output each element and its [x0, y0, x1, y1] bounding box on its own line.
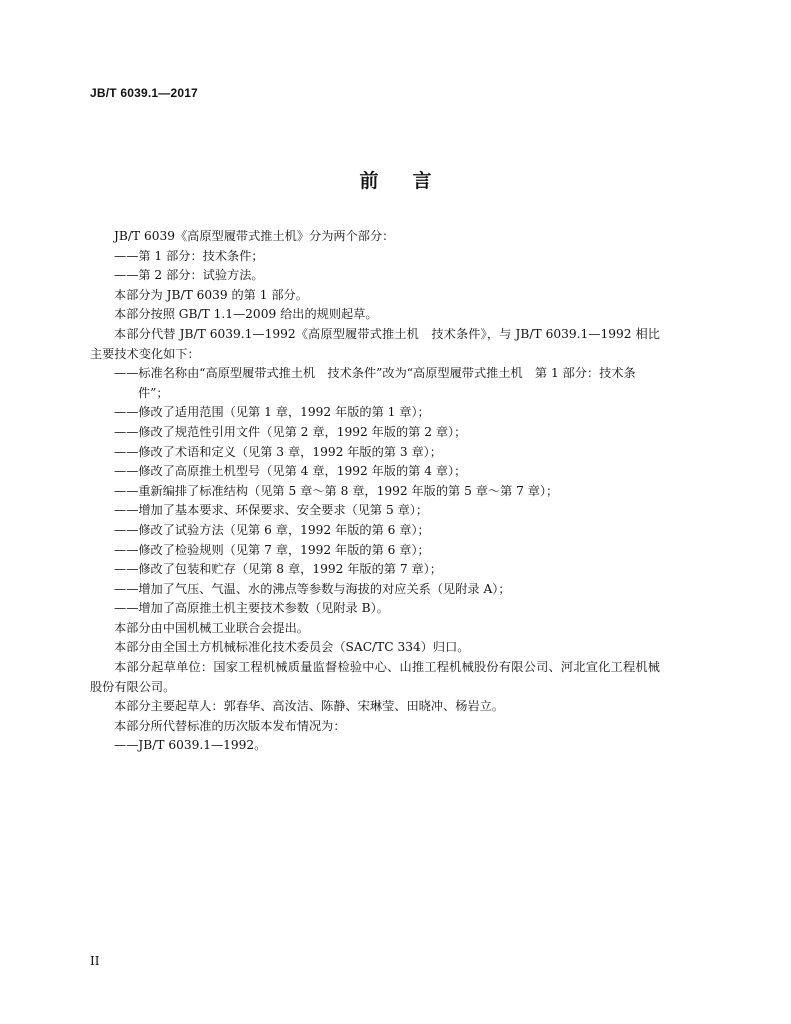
- paragraph-main-drafters: 本部分主要起草人：郭春华、高汝洁、陈静、宋琳莹、田晓冲、杨岩立。: [114, 699, 504, 714]
- change-item: ——增加了基本要求、环保要求、安全要求（见第 5 章）；: [114, 503, 429, 518]
- change-item: ——修改了包装和贮存（见第 8 章，1992 年版的第 7 章）；: [114, 562, 442, 577]
- change-item: ——重新编排了标准结构（见第 5 章～第 8 章，1992 年版的第 5 章～第 7 章）；: [114, 483, 559, 498]
- change-item: ——修改了高原推土机型号（见第 4 章，1992 年版的第 4 章）；: [114, 464, 467, 479]
- change-item: ——修改了检验规则（见第 7 章，1992 年版的第 6 章）；: [114, 542, 430, 557]
- page-number: II: [90, 954, 100, 968]
- paragraph-replacement: 本部分代替 JB/T 6039.1—1992《高原型履带式推土机 技术条件》，与 JB/T 6039.1—1992 相比主要技术变化如下：: [90, 326, 660, 361]
- foreword-body: [90, 227, 660, 756]
- change-item: ——修改了术语和定义（见第 3 章，1992 年版的第 3 章）；: [114, 444, 442, 459]
- list-item-part-1: ——第 1 部分：技术条件；: [114, 248, 264, 263]
- paragraph-drafting-rules: 本部分按照 GB/T 1.1—2009 给出的规则起草。: [114, 307, 378, 322]
- change-item: ——标准名称由“高原型履带式推土机 技术条件”改为“高原型履带式推土机 第 1 部分：技术条件”；: [114, 366, 636, 400]
- change-item: ——修改了规范性引用文件（见第 2 章，1992 年版的第 2 章）；: [114, 424, 467, 439]
- paragraph-parts-intro: JB/T 6039《高原型履带式推土机》分为两个部分：: [114, 229, 395, 243]
- list-item-previous-edition: ——JB/T 6039.1—1992。: [114, 738, 267, 753]
- paragraph-proposed-by: 本部分由中国机械工业联合会提出。: [114, 620, 309, 635]
- change-item: ——增加了气压、气温、水的沸点等参数与海拔的对应关系（见附录 A）；: [114, 581, 511, 596]
- change-item: ——修改了适用范围（见第 1 章，1992 年版的第 1 章）；: [114, 405, 430, 420]
- document-code: JB/T 6039.1—2017: [90, 86, 198, 100]
- change-item: ——修改了试验方法（见第 6 章，1992 年版的第 6 章）；: [114, 522, 430, 537]
- paragraph-this-part: 本部分为 JB/T 6039 的第 1 部分。: [114, 287, 308, 302]
- paragraph-under-jurisdiction: 本部分由全国土方机械标准化技术委员会（SAC/TC 334）归口。: [114, 640, 470, 655]
- list-item-part-2: ——第 2 部分：试验方法。: [114, 268, 264, 283]
- paragraph-previous-editions: 本部分所代替标准的历次版本发布情况为：: [114, 718, 346, 733]
- page-title: 前言: [359, 170, 466, 192]
- paragraph-drafting-units: 本部分起草单位：国家工程机械质量监督检验中心、山推工程机械股份有限公司、河北宣化工程机械股份有限公司。: [90, 660, 660, 694]
- change-item: ——增加了高原推土机主要技术参数（见附录 B）。: [114, 601, 389, 616]
